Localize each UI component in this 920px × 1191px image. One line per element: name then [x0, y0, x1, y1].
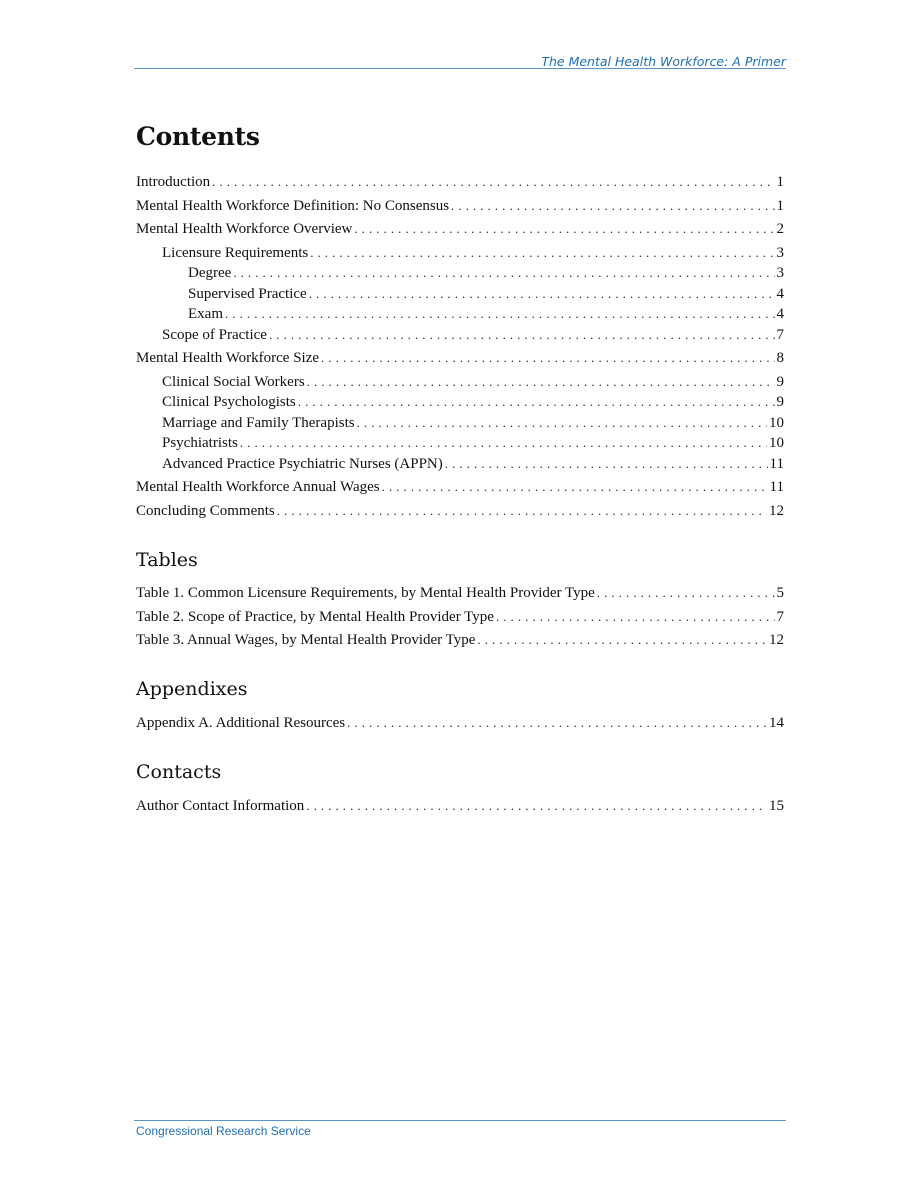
toc-entry-page-number: 14 [769, 715, 784, 732]
toc-entry[interactable] [136, 372, 784, 392]
toc-entry-page-number: 3 [776, 265, 784, 281]
toc-entry[interactable] [136, 413, 784, 433]
toc-entry-page-number: 9 [776, 394, 784, 410]
toc-entry-title: Marriage and Family Therapists [162, 414, 355, 431]
toc-entry[interactable] [136, 325, 784, 345]
toc-entry-title: Licensure Requirements [162, 244, 309, 261]
toc-entry-title: Mental Health Workforce Overview [136, 221, 353, 237]
dot-leader [233, 263, 774, 282]
toc-entry-page-number: 1 [776, 174, 784, 190]
toc-entry-page-number: 11 [769, 479, 784, 495]
dot-leader [310, 243, 774, 262]
toc-entry-page-number: 2 [776, 221, 784, 237]
contacts-section [136, 761, 784, 816]
toc-entry-title: Psychiatrists [162, 435, 238, 451]
toc-entry-title: Advanced Practice Psychiatric Nurses (APPN) [162, 455, 443, 472]
toc-entry[interactable] [136, 263, 784, 283]
dot-leader [354, 219, 774, 238]
toc-entry[interactable] [136, 501, 784, 521]
toc-entry-title: Exam [188, 306, 223, 322]
toc-entry-title: Introduction [136, 174, 211, 190]
toc-entry[interactable] [136, 713, 784, 733]
toc-entry-title: Table 3. Annual Wages, by Mental Health Provider Type [136, 632, 476, 649]
toc-entry-title: Scope of Practice [162, 326, 267, 343]
dot-leader [477, 630, 767, 649]
tables-section [136, 549, 784, 651]
toc-entry[interactable] [136, 796, 784, 816]
toc-entry-title: Clinical Social Workers [162, 373, 305, 390]
toc-entry-page-number: 4 [776, 306, 784, 322]
toc-entry-title: Degree [188, 265, 232, 281]
appendixes-section [136, 678, 784, 733]
contacts-list [136, 796, 784, 816]
toc-entry-title: Mental Health Workforce Size [136, 350, 320, 366]
appendixes-heading: Appendixes [136, 678, 248, 701]
tables-list [136, 583, 784, 650]
header-rule [134, 68, 786, 69]
running-footer [134, 1120, 786, 1138]
dot-leader [382, 477, 768, 496]
dot-leader [597, 583, 775, 602]
toc-entry-title: Table 2. Scope of Practice, by Mental Health Provider Type [136, 608, 494, 625]
tables-heading: Tables [136, 548, 198, 571]
toc-entry-page-number: 9 [776, 373, 784, 390]
toc-entry-page-number: 8 [776, 350, 784, 366]
toc-entry-page-number: 12 [769, 632, 784, 649]
appendixes-list [136, 713, 784, 733]
toc-entry-page-number: 3 [776, 244, 784, 261]
toc-entry-page-number: 15 [769, 797, 784, 814]
toc-entry-title: Appendix A. Additional Resources [136, 715, 346, 732]
footer-text: Congressional Research Service [136, 1124, 311, 1138]
toc-entry-page-number: 5 [776, 585, 784, 602]
toc-entry[interactable] [136, 243, 784, 263]
toc-entry-page-number: 10 [769, 414, 784, 431]
footer-rule [134, 1120, 786, 1121]
dot-leader [309, 284, 775, 303]
contents-heading: Contents [136, 122, 260, 151]
toc-entry[interactable] [136, 348, 784, 368]
toc-entry-title: Table 1. Common Licensure Requirements, by Mental Health Provider Type [136, 585, 595, 602]
dot-leader [357, 413, 767, 432]
dot-leader [269, 325, 775, 344]
toc-entry-title: Supervised Practice [188, 285, 307, 302]
toc-entry[interactable] [136, 454, 784, 474]
toc-entry-page-number: 12 [769, 502, 784, 519]
toc-entry-title: Author Contact Information [136, 797, 305, 814]
toc-entry[interactable] [136, 583, 784, 603]
dot-leader [240, 433, 767, 452]
toc-entry[interactable] [136, 392, 784, 412]
toc-entry-page-number: 10 [769, 435, 784, 451]
toc-entry-page-number: 4 [776, 285, 784, 302]
header-title: The Mental Health Workforce: A Primer [541, 54, 786, 69]
toc-entry[interactable] [136, 172, 784, 192]
toc-entry-page-number: 1 [776, 197, 784, 214]
toc-entry[interactable] [136, 284, 784, 304]
toc-entry[interactable] [136, 433, 784, 453]
toc-entry-title: Concluding Comments [136, 502, 275, 519]
toc-entry[interactable] [136, 219, 784, 239]
dot-leader [306, 796, 767, 815]
contacts-heading: Contacts [136, 761, 222, 784]
toc-entry-page-number: 7 [776, 608, 784, 625]
dot-leader [321, 348, 774, 367]
dot-leader [307, 372, 775, 391]
dot-leader [225, 304, 775, 323]
dot-leader [347, 713, 767, 732]
toc-entry[interactable] [136, 630, 784, 650]
dot-leader [496, 607, 775, 626]
toc-entry[interactable] [136, 304, 784, 324]
dot-leader [277, 501, 767, 520]
toc-entry-title: Mental Health Workforce Annual Wages [136, 479, 380, 495]
toc-entry-page-number: 11 [769, 455, 784, 472]
running-header [134, 54, 786, 70]
toc-entry[interactable] [136, 607, 784, 627]
contents-list [136, 172, 784, 521]
toc-entry-title: Clinical Psychologists [162, 394, 296, 410]
dot-leader [298, 392, 775, 411]
table-of-contents-page [136, 122, 784, 819]
dot-leader [212, 172, 774, 191]
dot-leader [445, 454, 768, 473]
toc-entry[interactable] [136, 196, 784, 216]
toc-entry[interactable] [136, 477, 784, 497]
toc-entry-title: Mental Health Workforce Definition: No Consensus [136, 197, 450, 214]
dot-leader [451, 196, 774, 215]
toc-entry-page-number: 7 [776, 326, 784, 343]
